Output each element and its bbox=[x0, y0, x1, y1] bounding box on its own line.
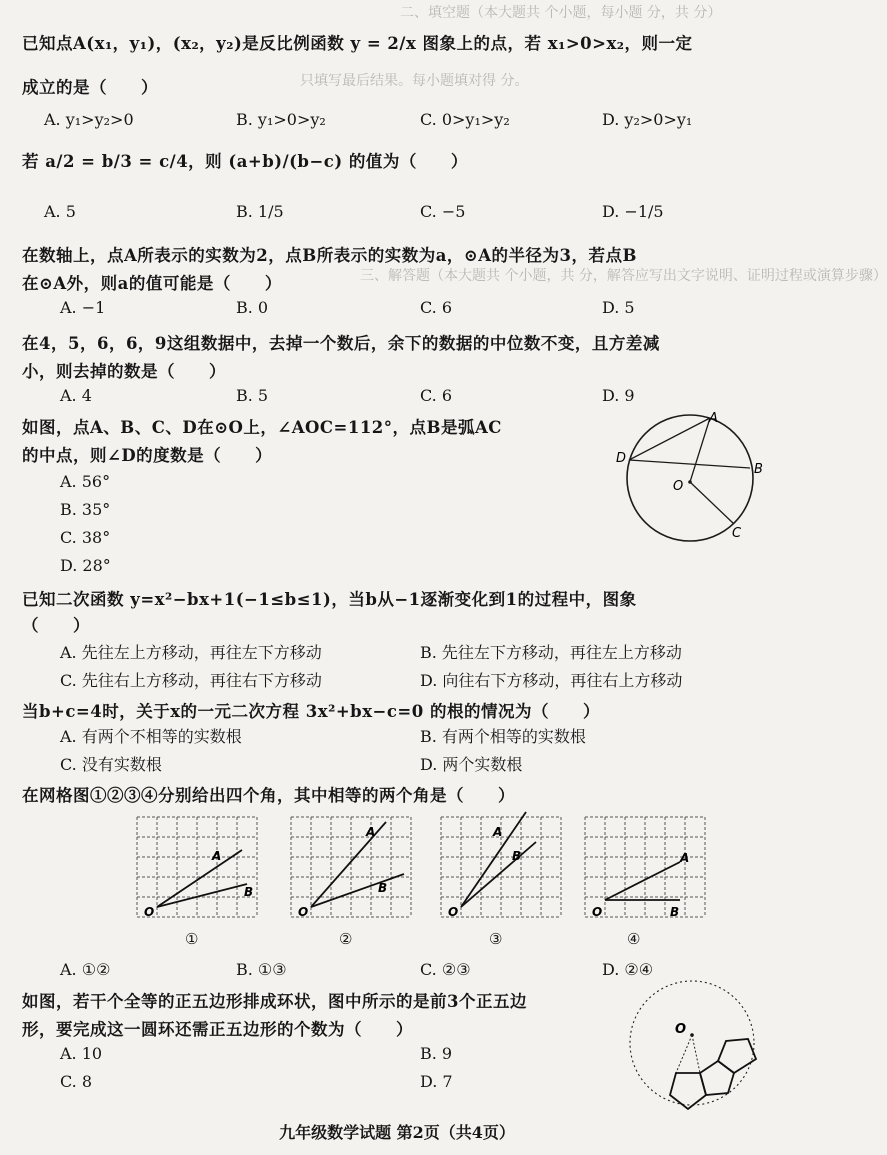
circle-figure bbox=[610, 410, 770, 550]
question-11-option-a: A. 4 bbox=[60, 386, 92, 405]
question-10-option-b: B. 0 bbox=[236, 298, 269, 317]
question-14-option-b: B. 有两个相等的实数根 bbox=[420, 727, 586, 746]
question-12-option-c: C. 38° bbox=[60, 528, 111, 547]
question-15-option-c: C. ②③ bbox=[420, 960, 471, 979]
question-16-option-c: C. 8 bbox=[60, 1072, 93, 1091]
question-13-option-a: A. 先往左上方移动，再往左下方移动 bbox=[60, 643, 322, 662]
question-12-option-b: B. 35° bbox=[60, 500, 111, 519]
angle-grid-3 bbox=[436, 812, 566, 932]
question-15-option-d: D. ②④ bbox=[602, 960, 654, 979]
grid-1-label-a: A bbox=[212, 849, 222, 863]
question-10-stem-line-2: 在⊙A外，则a的值可能是（ ） bbox=[22, 274, 282, 293]
question-16-option-a: A. 10 bbox=[60, 1044, 103, 1063]
grid-2-label-o: O bbox=[298, 905, 309, 919]
grid-4-label-b: B bbox=[670, 905, 680, 919]
question-12-option-a: A. 56° bbox=[60, 472, 111, 491]
grid-3-label-o: O bbox=[448, 905, 459, 919]
bleed-through-text: 三、解答题（本大题共 个小题，共 分，解答应写出文字说明、证明过程或演算步骤） bbox=[360, 268, 887, 284]
question-16-option-b: B. 9 bbox=[420, 1044, 453, 1063]
page-footer: 九年级数学试题 第2页（共4页） bbox=[279, 1123, 515, 1142]
question-9-option-a: A. 5 bbox=[44, 202, 76, 221]
question-15-option-a: A. ①② bbox=[60, 960, 111, 979]
question-9-option-b: B. 1/5 bbox=[236, 202, 284, 221]
question-13-option-b: B. 先往左下方移动，再往左上方移动 bbox=[420, 643, 682, 662]
grid-1-label-b: B bbox=[244, 885, 254, 899]
question-10-stem-line-1: 在数轴上，点A所表示的实数为2，点B所表示的实数为a，⊙A的半径为3，若点B bbox=[22, 246, 637, 265]
grid-3-label-a: A bbox=[493, 825, 503, 839]
pentagon-ring-figure bbox=[630, 995, 780, 1125]
question-10-option-a: A. −1 bbox=[60, 298, 106, 317]
grid-3-caption: ③ bbox=[489, 930, 503, 948]
bleed-through-text: 二、填空题（本大题共 个小题，每小题 分，共 分） bbox=[400, 5, 722, 21]
question-9-option-d: D. −1/5 bbox=[602, 202, 664, 221]
question-13-stem-line-1: 已知二次函数 y=x²−bx+1(−1≤b≤1)，当b从−1逐渐变化到1的过程中，图象 bbox=[22, 590, 637, 609]
grid-2-label-b: B bbox=[378, 881, 388, 895]
question-12-stem-line-1: 如图，点A、B、C、D在⊙O上，∠AOC=112°，点B是弧AC bbox=[22, 418, 502, 437]
question-15-stem: 在网格图①②③④分别给出四个角，其中相等的两个角是（ ） bbox=[22, 786, 515, 805]
grid-4-caption: ④ bbox=[627, 930, 641, 948]
grid-3-label-b: B bbox=[512, 849, 522, 863]
question-12-option-d: D. 28° bbox=[60, 556, 111, 575]
question-9-option-c: C. −5 bbox=[420, 202, 466, 221]
question-8-option-b: B. y₁>0>y₂ bbox=[236, 110, 326, 129]
question-13-option-c: C. 先往右上方移动，再往右下方移动 bbox=[60, 671, 322, 690]
question-8-stem-line-2: 成立的是（ ） bbox=[22, 78, 158, 97]
question-16-option-d: D. 7 bbox=[420, 1072, 453, 1091]
circle-label-d: D bbox=[616, 451, 627, 466]
question-16-stem-line-2: 形，要完成这一圆环还需正五边形的个数为（ ） bbox=[22, 1020, 413, 1039]
circle-label-c: C bbox=[732, 526, 742, 541]
question-9-stem: 若 a/2 = b/3 = c/4，则 (a+b)/(b−c) 的值为（ ） bbox=[22, 152, 468, 171]
grid-4-label-o: O bbox=[592, 905, 603, 919]
angle-grid-1 bbox=[132, 812, 262, 932]
ring-center-label-o: O bbox=[675, 1022, 687, 1037]
question-14-option-d: D. 两个实数根 bbox=[420, 755, 523, 774]
grid-1-label-o: O bbox=[144, 905, 155, 919]
question-11-stem-line-2: 小，则去掉的数是（ ） bbox=[22, 362, 226, 381]
question-14-option-c: C. 没有实数根 bbox=[60, 755, 162, 774]
question-10-option-c: C. 6 bbox=[420, 298, 453, 317]
circle-label-o: O bbox=[673, 479, 684, 494]
question-8-stem-line-1: 已知点A(x₁，y₁)，(x₂，y₂)是反比例函数 y = 2/x 图象上的点，若 x₁>0>x₂，则一定 bbox=[22, 34, 693, 53]
question-16-stem-line-1: 如图，若干个全等的正五边形排成环状，图中所示的是前3个正五边 bbox=[22, 992, 527, 1011]
question-11-option-b: B. 5 bbox=[236, 386, 269, 405]
question-11-option-c: C. 6 bbox=[420, 386, 453, 405]
angle-grid-2 bbox=[286, 812, 416, 932]
question-14-stem: 当b+c=4时，关于x的一元二次方程 3x²+bx−c=0 的根的情况为（ ） bbox=[22, 702, 600, 721]
grid-1-caption: ① bbox=[185, 930, 199, 948]
angle-grid-4 bbox=[580, 812, 710, 932]
circle-label-b: B bbox=[754, 462, 763, 477]
bleed-through-text: 只填写最后结果。每小题填对得 分。 bbox=[300, 73, 529, 89]
question-13-stem-line-2: （ ） bbox=[22, 616, 90, 635]
question-8-option-d: D. y₂>0>y₁ bbox=[602, 110, 693, 129]
question-15-option-b: B. ①③ bbox=[236, 960, 287, 979]
question-10-option-d: D. 5 bbox=[602, 298, 635, 317]
grid-2-caption: ② bbox=[339, 930, 353, 948]
question-13-option-d: D. 向往右下方移动，再往右上方移动 bbox=[420, 671, 683, 690]
question-12-stem-line-2: 的中点，则∠D的度数是（ ） bbox=[22, 446, 273, 465]
question-8-option-a: A. y₁>y₂>0 bbox=[44, 110, 134, 129]
grid-4-label-a: A bbox=[680, 851, 690, 865]
circle-label-a: A bbox=[709, 411, 718, 426]
question-11-option-d: D. 9 bbox=[602, 386, 635, 405]
question-11-stem-line-1: 在4，5，6，6，9这组数据中，去掉一个数后，余下的数据的中位数不变，且方差减 bbox=[22, 334, 660, 353]
question-8-option-c: C. 0>y₁>y₂ bbox=[420, 110, 510, 129]
grid-2-label-a: A bbox=[366, 825, 376, 839]
question-14-option-a: A. 有两个不相等的实数根 bbox=[60, 727, 242, 746]
